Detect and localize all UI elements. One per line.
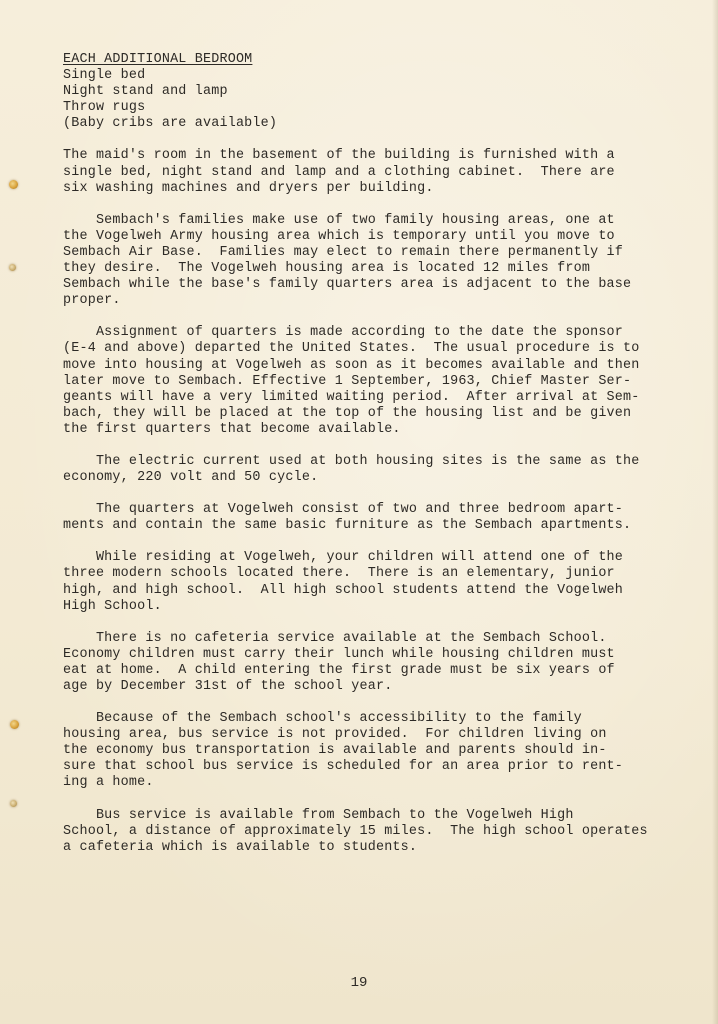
list-item: Night stand and lamp bbox=[63, 84, 228, 100]
binder-hole-mark bbox=[10, 800, 17, 807]
text-line: Sembach while the base's family quarters area is adjacent to the base bbox=[63, 277, 632, 293]
list-item: (Baby cribs are available) bbox=[63, 116, 278, 132]
paragraph-maids-room bbox=[63, 148, 683, 196]
text-line: Bus service is available from Sembach to the Vogelweh High bbox=[63, 807, 574, 823]
list-heading: EACH ADDITIONAL BEDROOM bbox=[63, 52, 253, 67]
text-line: sure that school bus service is scheduled for an area prior to rent- bbox=[63, 759, 624, 775]
text-line: There is no cafeteria service available at the Sembach School. bbox=[63, 630, 607, 646]
text-line: the Vogelweh Army housing area which is temporary until you move to bbox=[63, 228, 615, 244]
bedroom-list bbox=[63, 52, 683, 132]
text-line: ing a home. bbox=[63, 775, 154, 791]
text-line: Sembach Air Base. Families may elect to remain there permanently if bbox=[63, 244, 624, 260]
text-line: a cafeteria which is available to students. bbox=[63, 839, 418, 855]
binder-hole-mark bbox=[10, 720, 19, 729]
text-line: (E-4 and above) departed the United States. The usual procedure is to bbox=[63, 341, 640, 357]
text-line: bach, they will be placed at the top of the housing list and be given bbox=[63, 405, 632, 421]
text-line: High School. bbox=[63, 598, 162, 614]
binder-hole-mark bbox=[9, 264, 16, 271]
text-line: While residing at Vogelweh, your children will attend one of the bbox=[63, 550, 624, 566]
text-line: high, and high school. All high school students attend the Vogelweh bbox=[63, 582, 624, 598]
text-line: Assignment of quarters is made according to the date the sponsor bbox=[63, 325, 624, 341]
text-line: six washing machines and dryers per building. bbox=[63, 180, 434, 196]
text-line: The electric current used at both housing sites is the same as the bbox=[63, 453, 640, 469]
text-line: the first quarters that become available. bbox=[63, 421, 401, 437]
paragraph-electric-current bbox=[63, 454, 683, 486]
paragraph-bus-service-vogelweh bbox=[63, 808, 683, 856]
paragraph-vogelweh-quarters bbox=[63, 502, 683, 534]
paragraph-cafeteria bbox=[63, 631, 683, 695]
text-line: later move to Sembach. Effective 1 September, 1963, Chief Master Ser- bbox=[63, 373, 632, 389]
text-line: single bed, night stand and lamp and a clothing cabinet. There are bbox=[63, 164, 615, 180]
paragraph-vogelweh-schools bbox=[63, 550, 683, 614]
text-line: they desire. The Vogelweh housing area is located 12 miles from bbox=[63, 261, 591, 277]
typed-text-body bbox=[63, 52, 683, 856]
page-edge-shadow bbox=[712, 0, 718, 1024]
paragraph-housing-areas bbox=[63, 213, 683, 310]
text-line: School, a distance of approximately 15 miles. The high school operates bbox=[63, 823, 648, 839]
text-line: housing area, bus service is not provided. For children living on bbox=[63, 727, 607, 743]
text-line: economy, 220 volt and 50 cycle. bbox=[63, 470, 319, 486]
text-line: proper. bbox=[63, 293, 121, 309]
text-line: three modern schools located there. There is an elementary, junior bbox=[63, 566, 615, 582]
page-number: 19 bbox=[350, 975, 368, 991]
text-line: The quarters at Vogelweh consist of two and three bedroom apart- bbox=[63, 502, 624, 518]
list-item: Throw rugs bbox=[63, 100, 146, 116]
paragraph-assignment-of-quarters bbox=[63, 325, 683, 438]
text-line: ments and contain the same basic furniture as the Sembach apartments. bbox=[63, 518, 632, 534]
text-line: The maid's room in the basement of the building is furnished with a bbox=[63, 148, 615, 164]
text-line: geants will have a very limited waiting period. After arrival at Sem- bbox=[63, 389, 640, 405]
text-line: Sembach's families make use of two family housing areas, one at bbox=[63, 212, 615, 228]
text-line: age by December 31st of the school year. bbox=[63, 679, 393, 694]
list-item: Single bed bbox=[63, 68, 146, 84]
text-line: the economy bus transportation is available and parents should in- bbox=[63, 743, 607, 759]
text-line: Because of the Sembach school's accessibility to the family bbox=[63, 711, 582, 727]
binder-hole-mark bbox=[9, 180, 18, 189]
text-line: eat at home. A child entering the first grade must be six years of bbox=[63, 662, 615, 678]
paragraph-bus-service-sembach bbox=[63, 711, 683, 791]
text-line: Economy children must carry their lunch while housing children must bbox=[63, 646, 615, 662]
text-line: move into housing at Vogelweh as soon as it becomes available and then bbox=[63, 357, 640, 373]
